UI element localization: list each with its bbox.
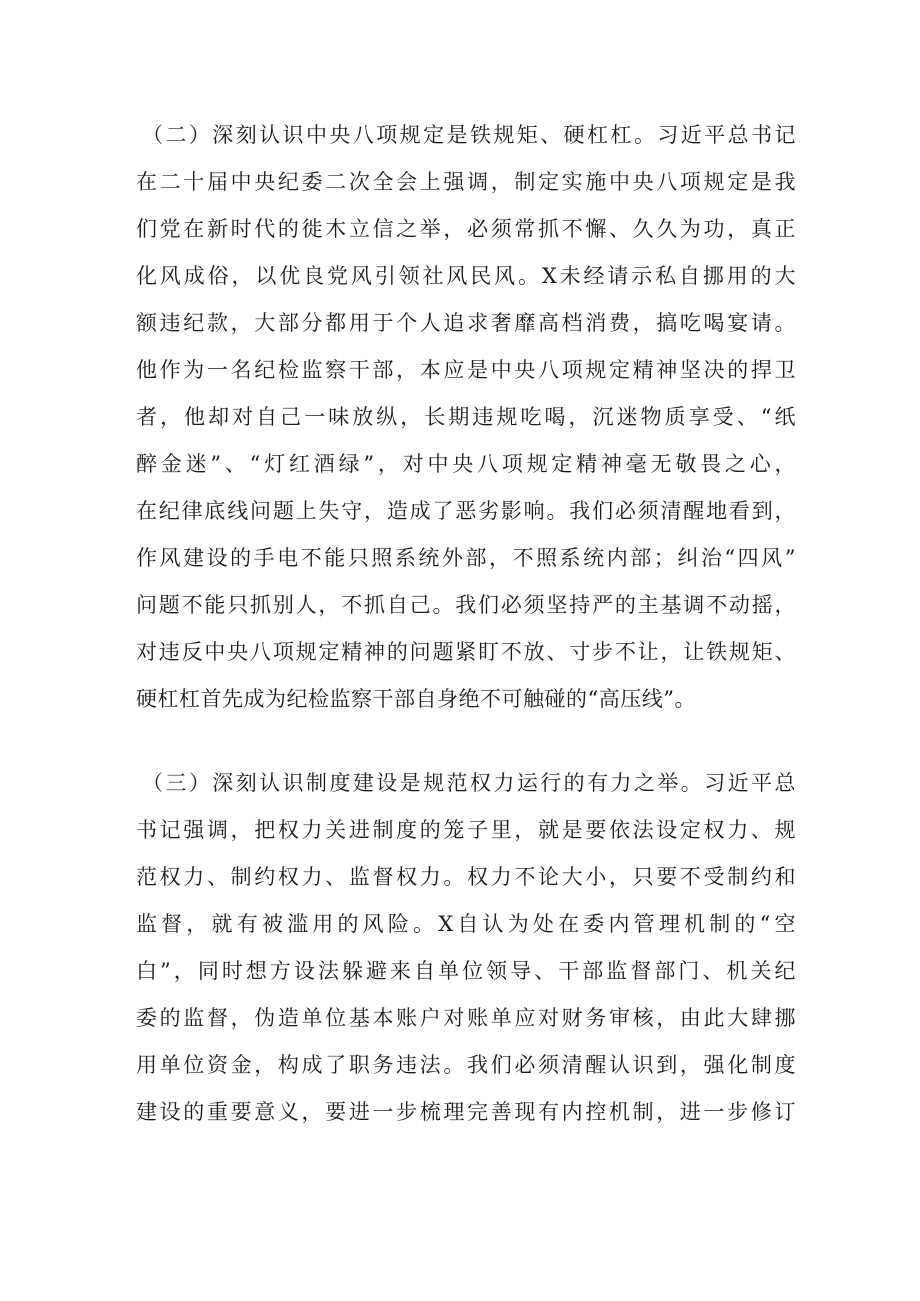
text-line: （二）深刻认识中央八项规定是铁规矩、硬杠杠。习近平总书记 (142, 123, 796, 147)
paragraph-institution-building (136, 764, 796, 1140)
text-line: 范权力、制约权力、监督权力。权力不论大小，只要不受制约和 (136, 865, 796, 889)
text-line: 作风建设的手电不能只照系统外部，不照系统内部；纠治“四风” (136, 546, 796, 570)
text-line: 者，他却对自己一味放纵，长期违规吃喝，沉迷物质享受、“纸 (136, 405, 796, 429)
text-line: 们党在新时代的徙木立信之举，必须常抓不懈、久久为功，真正 (136, 217, 796, 241)
text-line: 硬杠杠首先成为纪检监察干部自身绝不可触碰的“高压线”。 (136, 687, 696, 711)
text-line: 白”，同时想方设法躲避来自单位领导、干部监督部门、机关纪 (136, 959, 796, 983)
text-line: 他作为一名纪检监察干部，本应是中央八项规定精神坚决的捍卫 (136, 358, 796, 382)
text-line: 对违反中央八项规定精神的问题紧盯不放、寸步不让，让铁规矩、 (136, 640, 796, 664)
text-line: 在二十届中央纪委二次全会上强调，制定实施中央八项规定是我 (136, 170, 796, 194)
text-line: 委的监督，伪造单位基本账户对账单应对财务审核，由此大肆挪 (136, 1006, 796, 1030)
text-line: 化风成俗，以优良党风引领社风民风。X未经请示私自挪用的大 (136, 264, 796, 288)
text-line: 额违纪款，大部分都用于个人追求奢靡高档消费，搞吃喝宴请。 (136, 311, 796, 335)
text-line: （三）深刻认识制度建设是规范权力运行的有力之举。习近平总 (142, 771, 796, 795)
text-line: 建设的重要意义，要进一步梳理完善现有内控机制，进一步修订 (136, 1100, 796, 1124)
paragraph-eight-regulations (136, 116, 796, 727)
text-line: 用单位资金，构成了职务违法。我们必须清醒认识到，强化制度 (136, 1053, 796, 1077)
text-line: 书记强调，把权力关进制度的笼子里，就是要依法设定权力、规 (136, 818, 796, 842)
text-line: 监督，就有被滥用的风险。X自认为处在委内管理机制的“空 (136, 912, 796, 936)
text-line: 问题不能只抓别人，不抓自己。我们必须坚持严的主基调不动摇， (136, 593, 796, 617)
text-line: 醉金迷”、“灯红酒绿”，对中央八项规定精神毫无敬畏之心， (136, 452, 796, 476)
text-line: 在纪律底线问题上失守，造成了恶劣影响。我们必须清醒地看到， (136, 499, 796, 523)
